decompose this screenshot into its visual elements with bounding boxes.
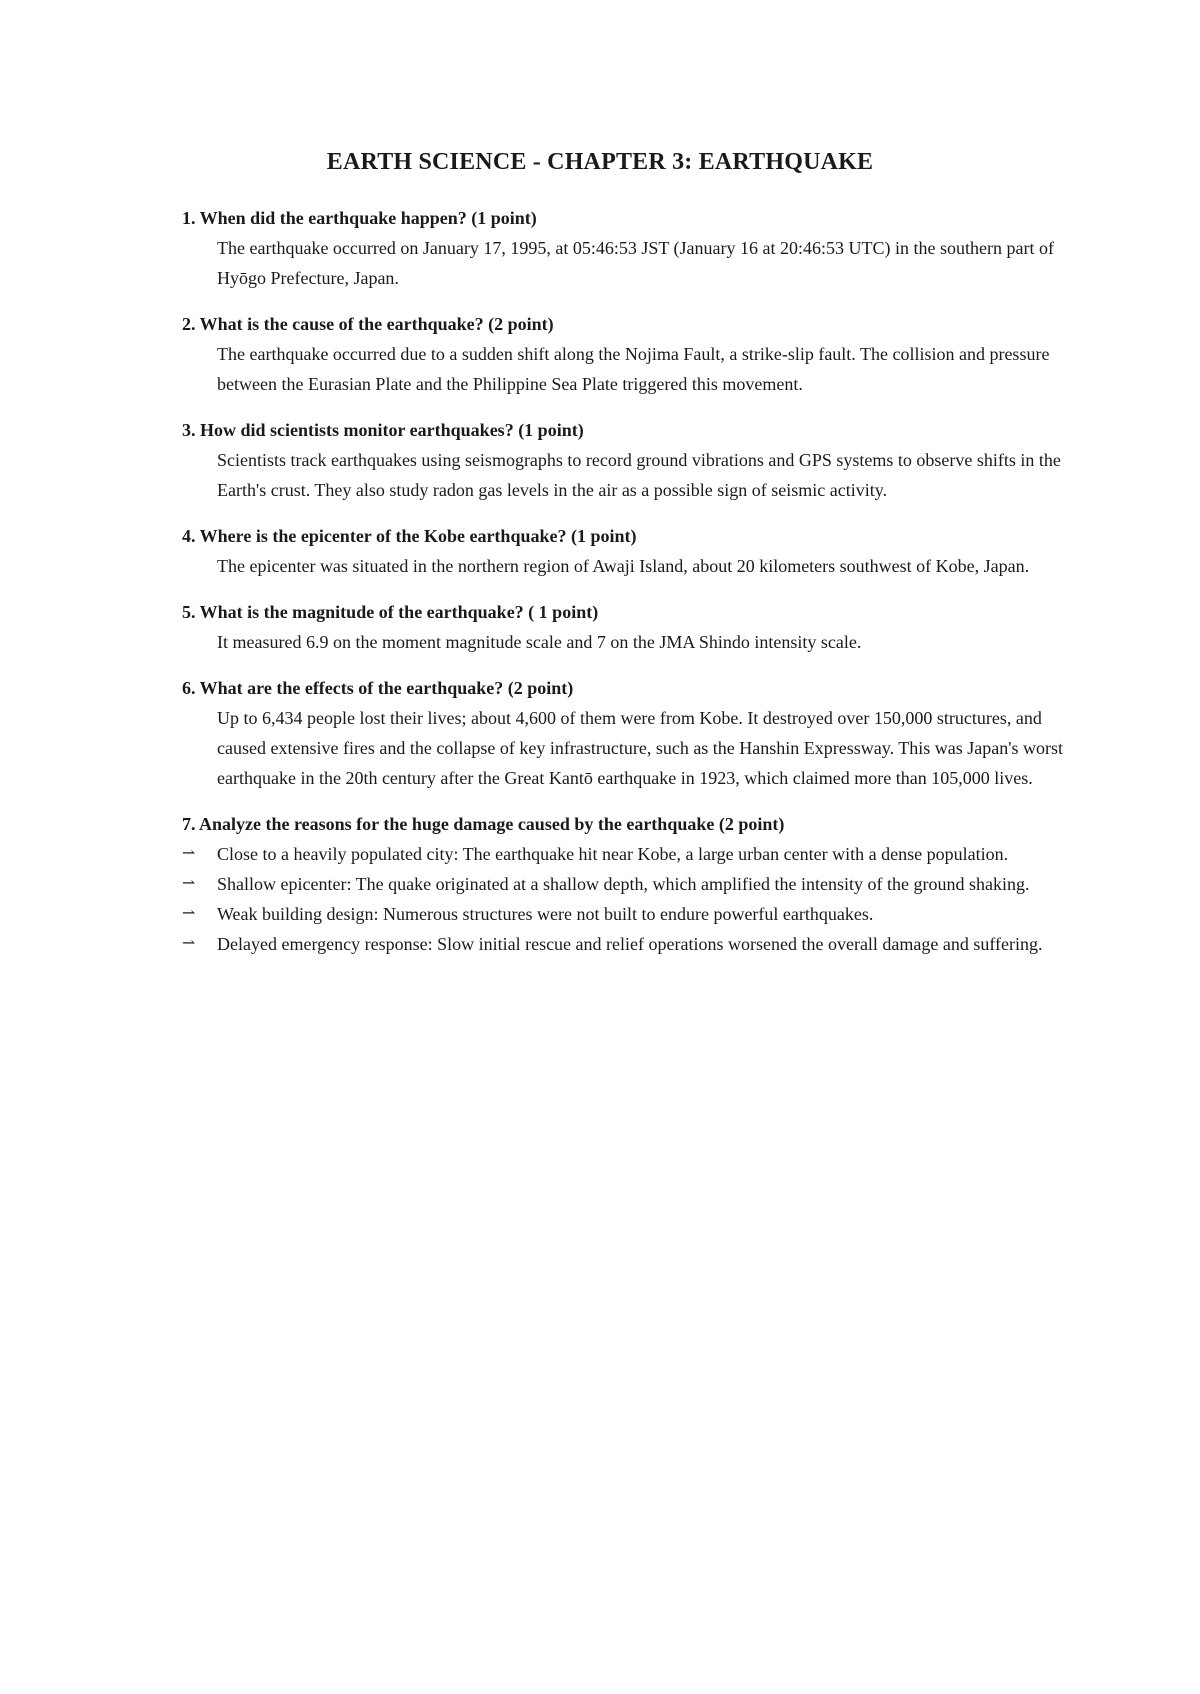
list-item: [182, 869, 1067, 899]
question-block-3: [182, 415, 1082, 505]
question-block-6: [182, 673, 1082, 793]
harpoon-arrow-icon: ⇀: [182, 905, 196, 922]
question-block-7: [182, 809, 1082, 959]
question-block-2: [182, 309, 1082, 399]
question-heading: 6. What are the effects of the earthquake? (2 point): [182, 678, 574, 698]
list-item-text: Weak building design: Numerous structures were not built to endure powerful earthquakes.: [217, 904, 874, 924]
answer-text: Up to 6,434 people lost their lives; about 4,600 of them were from Kobe. It destroyed over 150,000 structures, and caused extensive fires and the collapse of key infrastructure, such as the Hanshin Expressway. This was Japan's worst earthquake in the 20th century after the Great Kantō earthquake in 1923, which claimed more than 105,000 lives.: [217, 708, 1063, 788]
list-item-text: Delayed emergency response: Slow initial rescue and relief operations worsened the overall damage and suffering.: [217, 934, 1043, 954]
harpoon-arrow-icon: ⇀: [182, 875, 196, 892]
page-title: EARTH SCIENCE - CHAPTER 3: EARTHQUAKE: [326, 149, 874, 175]
question-block-5: [182, 597, 1082, 657]
reasons-list: [182, 839, 1082, 959]
question-heading: 5. What is the magnitude of the earthquake? ( 1 point): [182, 602, 599, 622]
list-item-text: Close to a heavily populated city: The earthquake hit near Kobe, a large urban center with a dense population.: [217, 844, 1009, 864]
question-heading: 4. Where is the epicenter of the Kobe earthquake? (1 point): [182, 526, 637, 546]
answer-text: The earthquake occurred due to a sudden shift along the Nojima Fault, a strike-slip fault. The collision and pressure between the Eurasian Plate and the Philippine Sea Plate triggered this movement.: [217, 344, 1050, 394]
answer-text: The epicenter was situated in the northern region of Awaji Island, about 20 kilometers southwest of Kobe, Japan.: [217, 556, 1030, 576]
question-block-4: [182, 521, 1082, 581]
question-heading: 1. When did the earthquake happen? (1 point): [182, 208, 537, 228]
list-item: [182, 899, 1067, 929]
question-heading: 2. What is the cause of the earthquake? (2 point): [182, 314, 554, 334]
question-heading: 3. How did scientists monitor earthquakes? (1 point): [182, 420, 584, 440]
answer-text: The earthquake occurred on January 17, 1995, at 05:46:53 JST (January 16 at 20:46:53 UTC) in the southern part of Hyōgo Prefecture, Japan.: [217, 238, 1054, 288]
harpoon-arrow-icon: ⇀: [182, 845, 196, 862]
answer-text: It measured 6.9 on the moment magnitude scale and 7 on the JMA Shindo intensity scale.: [217, 632, 862, 652]
list-item: [182, 929, 1067, 959]
list-item-text: Shallow epicenter: The quake originated at a shallow depth, which amplified the intensity of the ground shaking.: [217, 874, 1030, 894]
document-body: [182, 203, 1082, 975]
list-item: [182, 839, 1067, 869]
answer-text: Scientists track earthquakes using seismographs to record ground vibrations and GPS systems to observe shifts in the Earth's crust. They also study radon gas levels in the air as a possible sign of seismic activity.: [217, 450, 1061, 500]
question-heading: 7. Analyze the reasons for the huge damage caused by the earthquake (2 point): [182, 814, 785, 834]
harpoon-arrow-icon: ⇀: [182, 935, 196, 952]
question-block-1: [182, 203, 1082, 293]
